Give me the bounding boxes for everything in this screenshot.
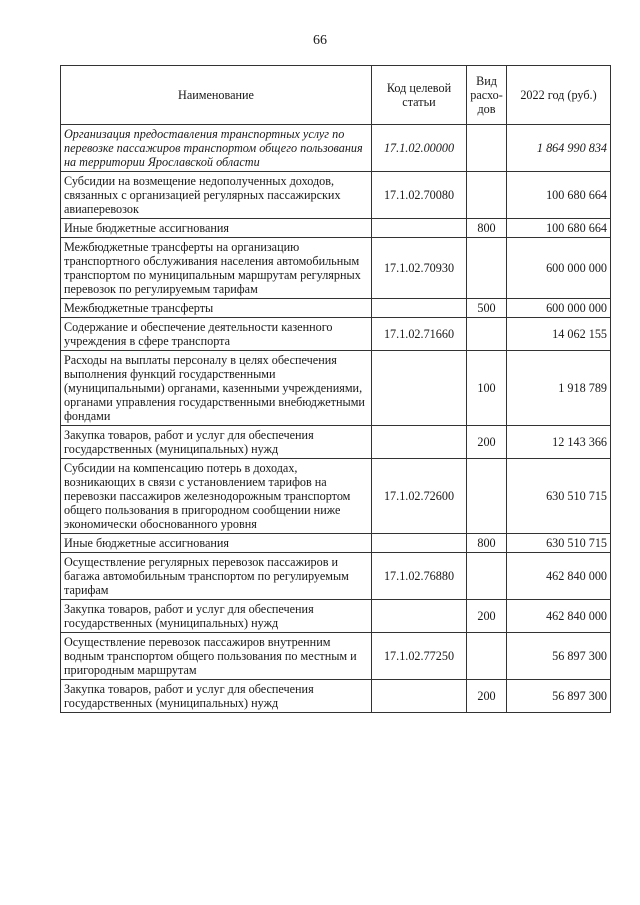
- row-amount: 462 840 000: [507, 553, 611, 600]
- row-amount: 630 510 715: [507, 459, 611, 534]
- row-type: [467, 553, 507, 600]
- row-name: Субсидии на компенсацию потерь в доходах, возникающих в связи с установлением тарифов на перевозки пассажиров железнодорожным транспортом общего пользования в пригородном сообщении ниже экономически обоснованного уровня: [61, 459, 372, 534]
- row-type: 200: [467, 600, 507, 633]
- header-code: Код целевой статьи: [372, 66, 467, 125]
- row-name: Осуществление регулярных перевозок пассажиров и багажа автомобильным транспортом по регулируемым тарифам: [61, 553, 372, 600]
- row-code: [372, 426, 467, 459]
- row-type: [467, 633, 507, 680]
- header-row: [61, 66, 611, 125]
- row-amount: 462 840 000: [507, 600, 611, 633]
- row-amount: 56 897 300: [507, 680, 611, 713]
- table-row: [61, 318, 611, 351]
- table-row: [61, 125, 611, 172]
- row-type: 800: [467, 219, 507, 238]
- row-type: [467, 125, 507, 172]
- row-code: [372, 600, 467, 633]
- row-name: Межбюджетные трансферты на организацию транспортного обслуживания населения автомобильным транспортом по муниципальным маршрутам регулярных перевозок по регулируемым тарифам: [61, 238, 372, 299]
- page-number: 66: [313, 33, 327, 48]
- row-code: 17.1.02.70080: [372, 172, 467, 219]
- row-code: 17.1.02.76880: [372, 553, 467, 600]
- row-name: Расходы на выплаты персоналу в целях обеспечения выполнения функций государственными (муниципальными) органами, казенными учреждениями, органами управления государственными внебюджетными фондами: [61, 351, 372, 426]
- row-amount: 100 680 664: [507, 172, 611, 219]
- table-row: [61, 459, 611, 534]
- header-type: Вид расхо-дов: [467, 66, 507, 125]
- row-code: 17.1.02.00000: [372, 125, 467, 172]
- row-amount: 14 062 155: [507, 318, 611, 351]
- row-amount: 100 680 664: [507, 219, 611, 238]
- table-row: [61, 351, 611, 426]
- row-type: 500: [467, 299, 507, 318]
- row-code: 17.1.02.71660: [372, 318, 467, 351]
- row-name: Субсидии на возмещение недополученных доходов, связанных с организацией регулярных пассажирских авиаперевозок: [61, 172, 372, 219]
- row-amount: 1 864 990 834: [507, 125, 611, 172]
- row-name: Межбюджетные трансферты: [61, 299, 372, 318]
- row-type: [467, 172, 507, 219]
- row-type: [467, 318, 507, 351]
- row-code: 17.1.02.70930: [372, 238, 467, 299]
- row-type: 200: [467, 426, 507, 459]
- row-type: 100: [467, 351, 507, 426]
- row-code: [372, 219, 467, 238]
- row-name: Закупка товаров, работ и услуг для обеспечения государственных (муниципальных) нужд: [61, 680, 372, 713]
- row-code: 17.1.02.77250: [372, 633, 467, 680]
- row-name: Закупка товаров, работ и услуг для обеспечения государственных (муниципальных) нужд: [61, 426, 372, 459]
- row-name: Осуществление перевозок пассажиров внутренним водным транспортом общего пользования по местным и пригородным маршрутам: [61, 633, 372, 680]
- header-name: Наименование: [61, 66, 372, 125]
- budget-table: [60, 65, 611, 713]
- table-row: [61, 680, 611, 713]
- table-row: [61, 600, 611, 633]
- table-row: [61, 219, 611, 238]
- header-amount: 2022 год (руб.): [507, 66, 611, 125]
- row-code: 17.1.02.72600: [372, 459, 467, 534]
- table-row: [61, 553, 611, 600]
- row-code: [372, 680, 467, 713]
- row-amount: 12 143 366: [507, 426, 611, 459]
- row-type: [467, 238, 507, 299]
- row-type: 200: [467, 680, 507, 713]
- table-row: [61, 238, 611, 299]
- row-amount: 600 000 000: [507, 238, 611, 299]
- row-name: Иные бюджетные ассигнования: [61, 534, 372, 553]
- row-amount: 1 918 789: [507, 351, 611, 426]
- row-amount: 600 000 000: [507, 299, 611, 318]
- row-code: [372, 534, 467, 553]
- row-name: Иные бюджетные ассигнования: [61, 219, 372, 238]
- table-row: [61, 633, 611, 680]
- row-amount: 56 897 300: [507, 633, 611, 680]
- row-code: [372, 299, 467, 318]
- row-type: 800: [467, 534, 507, 553]
- row-amount: 630 510 715: [507, 534, 611, 553]
- row-code: [372, 351, 467, 426]
- table-row: [61, 534, 611, 553]
- table-row: [61, 426, 611, 459]
- table-row: [61, 299, 611, 318]
- row-name: Содержание и обеспечение деятельности казенного учреждения в сфере транспорта: [61, 318, 372, 351]
- row-name: Закупка товаров, работ и услуг для обеспечения государственных (муниципальных) нужд: [61, 600, 372, 633]
- row-name: Организация предоставления транспортных услуг по перевозке пассажиров транспортом общего пользования на территории Ярославской области: [61, 125, 372, 172]
- row-type: [467, 459, 507, 534]
- table-row: [61, 172, 611, 219]
